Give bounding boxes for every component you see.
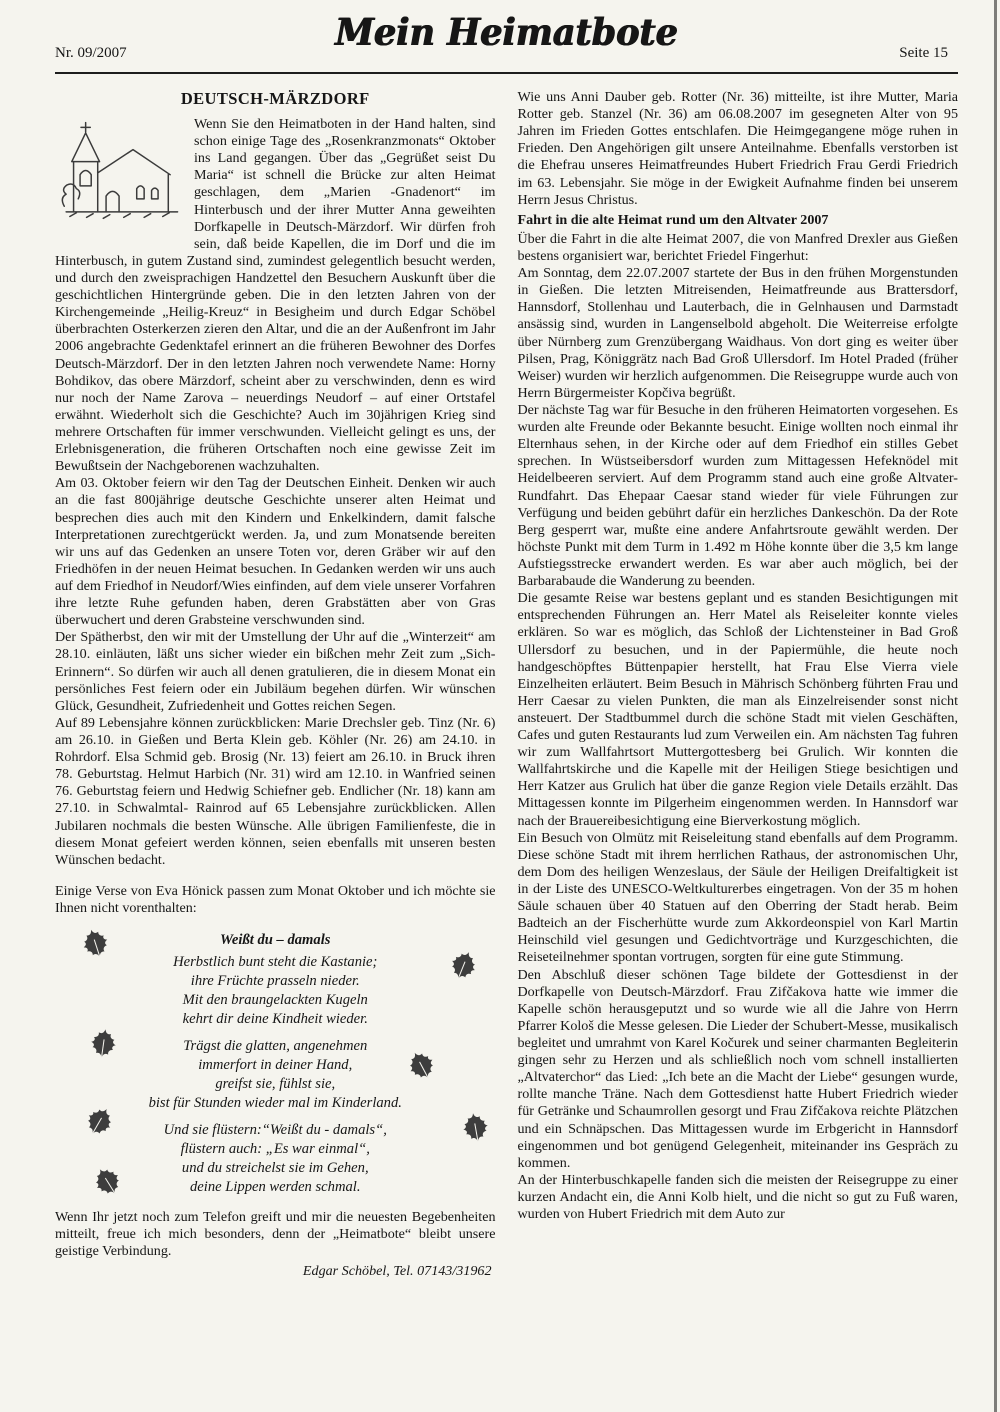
author-signature: Edgar Schöbel, Tel. 07143/31962 [302, 1263, 492, 1279]
masthead-title: Mein Heimatbote [335, 10, 678, 55]
autumn-leaf-icon [85, 1025, 122, 1062]
poem-line: deine Lippen werden schmal. [189, 1178, 361, 1195]
header-divider [55, 72, 958, 74]
poem-line: ihre Früchte prasseln nieder. [190, 973, 360, 990]
paragraph: Der nächste Tag war für Besuche in den früheren Heimatorten vorgesehen. Es wurden alte Freunde oder Bekannte besucht. Einige wollten noch einmal ihr Elternhaus sehen, in der Kirche oder auf dem Friedhof ein stilles Gebet sprechen. In Wüstseibersdorf wurden zum Mittagessen Hefeknödel mit Heidelbeeren serviert. Auf dem Programm stand auch eine große Altvater- Rundfahrt. Das Ehepaar Caesar stand wieder für viele Führungen zur Verfügung und beiden gebührt dafür ein herzliches Dankeschön. Da der Rote Berg gesperrt war, mußte eine andere Anfahrtsroute gewählt werden. Der höchste Punkt mit dem Turm in 1.492 m Höhe konnte über die 3,5 km lange Aufstiegsstrecke erwandert werden. Es war aber auch möglich, bei der Barbarabaude die Wanderung zu beenden. [517, 401, 958, 590]
article-columns [55, 89, 958, 1280]
poem-line: Und sie flüstern:“Weißt du - damals“, [163, 1121, 387, 1138]
page-number: Seite 15 [899, 45, 948, 61]
paragraph: Wenn Sie den Heimatboten in der Hand halten, sind schon einige Tage des „Rosenkranzmonats“ Oktober ins Land gegangen. Über das „Gegrüßet seist Du Maria“ ist schnell die Brücke zur alten Heimat geschlagen, dem „Marien -Gnadenort“ im Hinterbusch und der ihrer Mutter Anna geweihten Dorfkapelle in Deutsch-Märzdorf. Wir dürfen froh sein, daß beide Kapellen, die im Dorf und die im Hinterbusch, in gutem Zustand sind, zumindest gelegentlich besucht werden, und durch den zweisprachigen Handzettel den Besuchern Auskunft über die geschichtlichen Hintergründe geben. Die in den letzten Jahren von der Kirchengemeinde „Heilig-Kreuz“ in Besigheim und durch Edgar Schöbel überbrachten Osterkerzen zieren den Altar, und die an der Außenfront im Jahr 2006 angebrachte Gedenktafel erinnert an die früheren Bewohner des Dorfes Deutsch-Märzdorf. Der in den letzten Jahren noch verwendete Name: Horny Bohdikov, das obere Märzdorf, scheint aber zu verschwinden, denn es wird nur noch der Name Zarova – neuerdings Neudorf – auf einer Ortstafel erwähnt. Wiederholt sich die Geschichte? Auch im 30jährigen Krieg sind mehrere Ortschaften für immer verschwunden. Vielleicht gelingt es uns, der Erlebnisgeneration, die früheren Ortschaften noch eine gewisse Zeit im Bewußtsein der Nachgeborenen wachzuhalten. [55, 116, 496, 475]
autumn-leaf-icon [456, 1108, 494, 1146]
paragraph: Am Sonntag, dem 22.07.2007 startete der Bus in den frühen Morgenstunden in Gießen. Die letzten Mitreisenden, Heimatfreunde aus Brattersdorf, Hannsdorf, Stollenhau und Lauterbach, die in Gelnhausen und Darmstadt ansässig sind, wurden in Langenselbold abgeholt. Die Weiterreise erfolgte über Nürnberg zum Grenzübergang Waidhaus. Von dort ging es weiter über Pilsen, Prag, Königgrätz nach Bad Groß Ullersdorf. Im Hotel Praded (früher Weiser) wurden wir herzlich aufgenommen. Die Reisegruppe wurde auch von Herrn Bürgermeister Kopčiva begrüßt. [517, 265, 958, 401]
paragraph: Die gesamte Reise war bestens geplant und es standen Besichtigungen mit entsprechenden Führungen an. Herr Matel als Reiseleiter konnte vieles erklären. So war es möglich, das Schloß der Lichtensteiner in Bad Groß Ullersdorf zu besuchen, und in der Papiermühle, die heute noch handgeschöpftes Büttenpapier herstellt, hat Frau Else Vierra viele Einzelheiten erläutert. Beim Besuch in Mährisch Schönberg führten Frau und Herr Caesar zu vielen Punkten, die man als Einzelreisender sonst nicht ansteuert. Der Stadtbummel durch die schöne Stadt mit vielen Geschäften, Cafes und guten Restaurants lud zum Verweilen ein. Am nächsten Tag fuhren wir zum Wallfahrtsort Muttergottesberg bei Grulich. Wir konnten die Wallfahrtskirche und die Kapelle mit der Heiligen Stiege besichtigen und Herr Katzer aus Grulich hat über die ganze Region viele Details erzählt. Das Mittagessen konnte im Pilgerheim eingenommen werden. In Hannsdorf war nach der Brauereibesichtigung eine Bierverkostung möglich. [517, 590, 958, 829]
paragraph: Ein Besuch von Olmütz mit Reiseleitung stand ebenfalls auf dem Programm. Diese schöne Stadt mit ihrem herrlichen Rathaus, der astronomischen Uhr, dem Dom des heiligen Wenzeslaus, der Säule der Heiligen Dreifaltigkeit ist in der Liste des UNESCO-Weltkulturerbes eingetragen. Von der 35 m hohen Säule schauen über 40 Statuen auf den Oberring der Stadt herab. Beim Badteich an der Fischerhütte wurde zum Akkordeonspiel von Karl Martin Heinschild viel gesungen und Gedichtvorträge und Kurzgeschichten, die Reiseteilnehmer spontan vortrugen, sorgten für eine gute Stimmung. [517, 829, 958, 966]
paragraph: Über die Fahrt in die alte Heimat 2007, die von Manfred Drexler aus Gießen bestens organisiert war, berichtet Friedel Fingerhut: [517, 230, 958, 264]
issue-number: Nr. 09/2007 [55, 45, 127, 61]
poem-line: kehrt dir deine Kindheit wieder. [182, 1010, 368, 1027]
poem-line: bist für Stunden wieder mal im Kinderland. [148, 1094, 402, 1111]
poem-line: und du streichelst sie im Gehen, [181, 1159, 369, 1176]
article-title: DEUTSCH-MÄRZDORF [180, 89, 370, 108]
lead-paragraph-wrap [55, 116, 496, 475]
left-column [55, 89, 496, 1280]
poem-line: Mit den braungelackten Kugeln [182, 991, 368, 1008]
paragraph: Wie uns Anni Dauber geb. Rotter (Nr. 36) mitteilte, ist ihre Mutter, Maria Rotter geb. Stanzel (Nr. 36) am 06.08.2007 im gesegneten Alter von 95 Jahren im Frieden Gottes entschlafen. Die Heimgegangene möge ruhen in Frieden. Den Angehörigen gilt unsere Anteilnahme. Ebenfalls verstorben ist die Ehefrau unseres Heimatfreundes Hubert Friedrich Frau Gerdi Friedrich im 63. Lebensjahr. Sie möge in der Ewigkeit Aufnahme finden bei unserem Herrn Jesus Christus. [517, 89, 958, 208]
section-heading: Fahrt in die alte Heimat rund um den Altvater 2007 [517, 211, 829, 228]
poem-box [55, 929, 496, 1199]
chapel-sketch-icon [55, 118, 185, 236]
closing-paragraph: Wenn Ihr jetzt noch zum Telefon greift und mir die neuesten Begebenheiten mitteilt, freue ich mich besonders, denn der „Heimatbote“ bleibt unsere geistige Verbindung. [55, 1208, 496, 1259]
scan-artifact [994, 0, 997, 1412]
poem-line: Herbstlich bunt steht die Kastanie; [173, 954, 378, 971]
right-column [518, 89, 959, 1280]
paragraph: Auf 89 Lebensjahre können zurückblicken: Marie Drechsler geb. Tinz (Nr. 6) am 26.10. in Gießen und Berta Klein geb. Köhler (Nr. 26) am 24.10. in Rohrdorf. Elsa Schmid geb. Brosig (Nr. 13) feiert am 26.10. in Bruck ihren 78. Geburtstag. Helmut Harbich (Nr. 31) wird am 12.10. in Wanfried seinen 76. Geburtstag feiern und Hedwig Schiefner geb. Endlicher (Nr. 18) kann am 27.10. in Schwalmtal- Rainrod auf 65 Lebensjahre zurückblicken. Allen Jubilaren nochmals die besten Wünsche. Alle übrigen Familienfeste, die in diesem Monat gefeiert werden können, seien ebenfalls mit unseren besten Wünschen bedacht. [55, 714, 496, 868]
poem-intro: Einige Verse von Eva Hönick passen zum Monat Oktober und ich möchte sie Ihnen nicht vorenthalten: [55, 882, 496, 916]
poem-line: greifst sie, fühlst sie, [215, 1075, 336, 1092]
paragraph: Am 03. Oktober feiern wir den Tag der Deutschen Einheit. Denken wir auch an die fast 800jährige deutsche Geschichte unserer alten Heimat und besprechen dies auch mit den Kindern und Enkelkindern, damit falsche Interpretationen zurechtgerückt werden. Ja, und zum Monatsende bereiten wir uns auf das Gedenken an unsere Toten vor, deren Gräber wir auf den Friedhöfen in der neuen Heimat besuchen. In Gedanken werden wir uns auch auf dem Friedhof in Neudorf/Wies einfinden, auf dem viele unserer Vorfahren ihre letzte Ruhe gefunden haben, deren Grabstätten aber von Gras überwuchert und deren Grabsteine verschwunden sind. [55, 475, 496, 629]
poem-title: Weißt du – damals [220, 932, 331, 949]
poem-line: flüstern auch: „Es war einmal“, [180, 1140, 370, 1157]
poem-line: Trägst die glatten, angenehmen [183, 1037, 368, 1054]
poem-line: immerfort in deiner Hand, [198, 1056, 353, 1073]
paragraph: Den Abschluß dieser schönen Tage bildete der Gottesdienst in der Dorfkapelle von Deutsch-Märzdorf. Frau Zifčakova hatte wie immer die Kapelle schön herausgeputzt und so wurde wie all die Jahre von Herrn Pfarrer Kološ die Messe gelesen. Die Lieder der Schubert-Messe, musikalisch begleitet und umrahmt von Karel Kočurek und seiner charmanten Begleiterin gingen sehr zu Herzen und als schließlich noch vom schnell installierten „Altvaterchor“ das Lied: „Ich bete an die Macht der Liebe“ gesungen wurde, rollte manche Träne. Nach dem Gottesdienst hatte Hubert Friedrich wieder für Getränke und Schaumrollen gesorgt und Frau Zifčakova reichte Plätzchen und ein Schnäpschen. Das Mittagessen wurde im Erbgericht in Hannsdorf eingenommen und bot genügend Gelegenheit, miteinander ins Gespräch zu kommen. [517, 966, 958, 1171]
paragraph: An der Hinterbuschkapelle fanden sich die meisten der Reisegruppe zu einer kurzen Andacht ein, die Anni Kolb hielt, und die nicht so gut zu Fuß waren, wurden von Hubert Friedrich mit dem Auto zur [517, 1171, 958, 1223]
paragraph: Der Spätherbst, den wir mit der Umstellung der Uhr auf die „Winterzeit“ am 28.10. einläuten, läßt uns sicher wieder ein bißchen mehr Zeit zum „Sich- Erinnern“. So dürfen wir auch all denen gratulieren, die in diesem Monat ein persönliches Fest feiern oder ein Jubiläum begehen dürfen. Wir wünschen Glück, Gesundheit, Zufriedenheit und Gottes reichen Segen. [55, 629, 496, 714]
page-header [55, 12, 958, 70]
